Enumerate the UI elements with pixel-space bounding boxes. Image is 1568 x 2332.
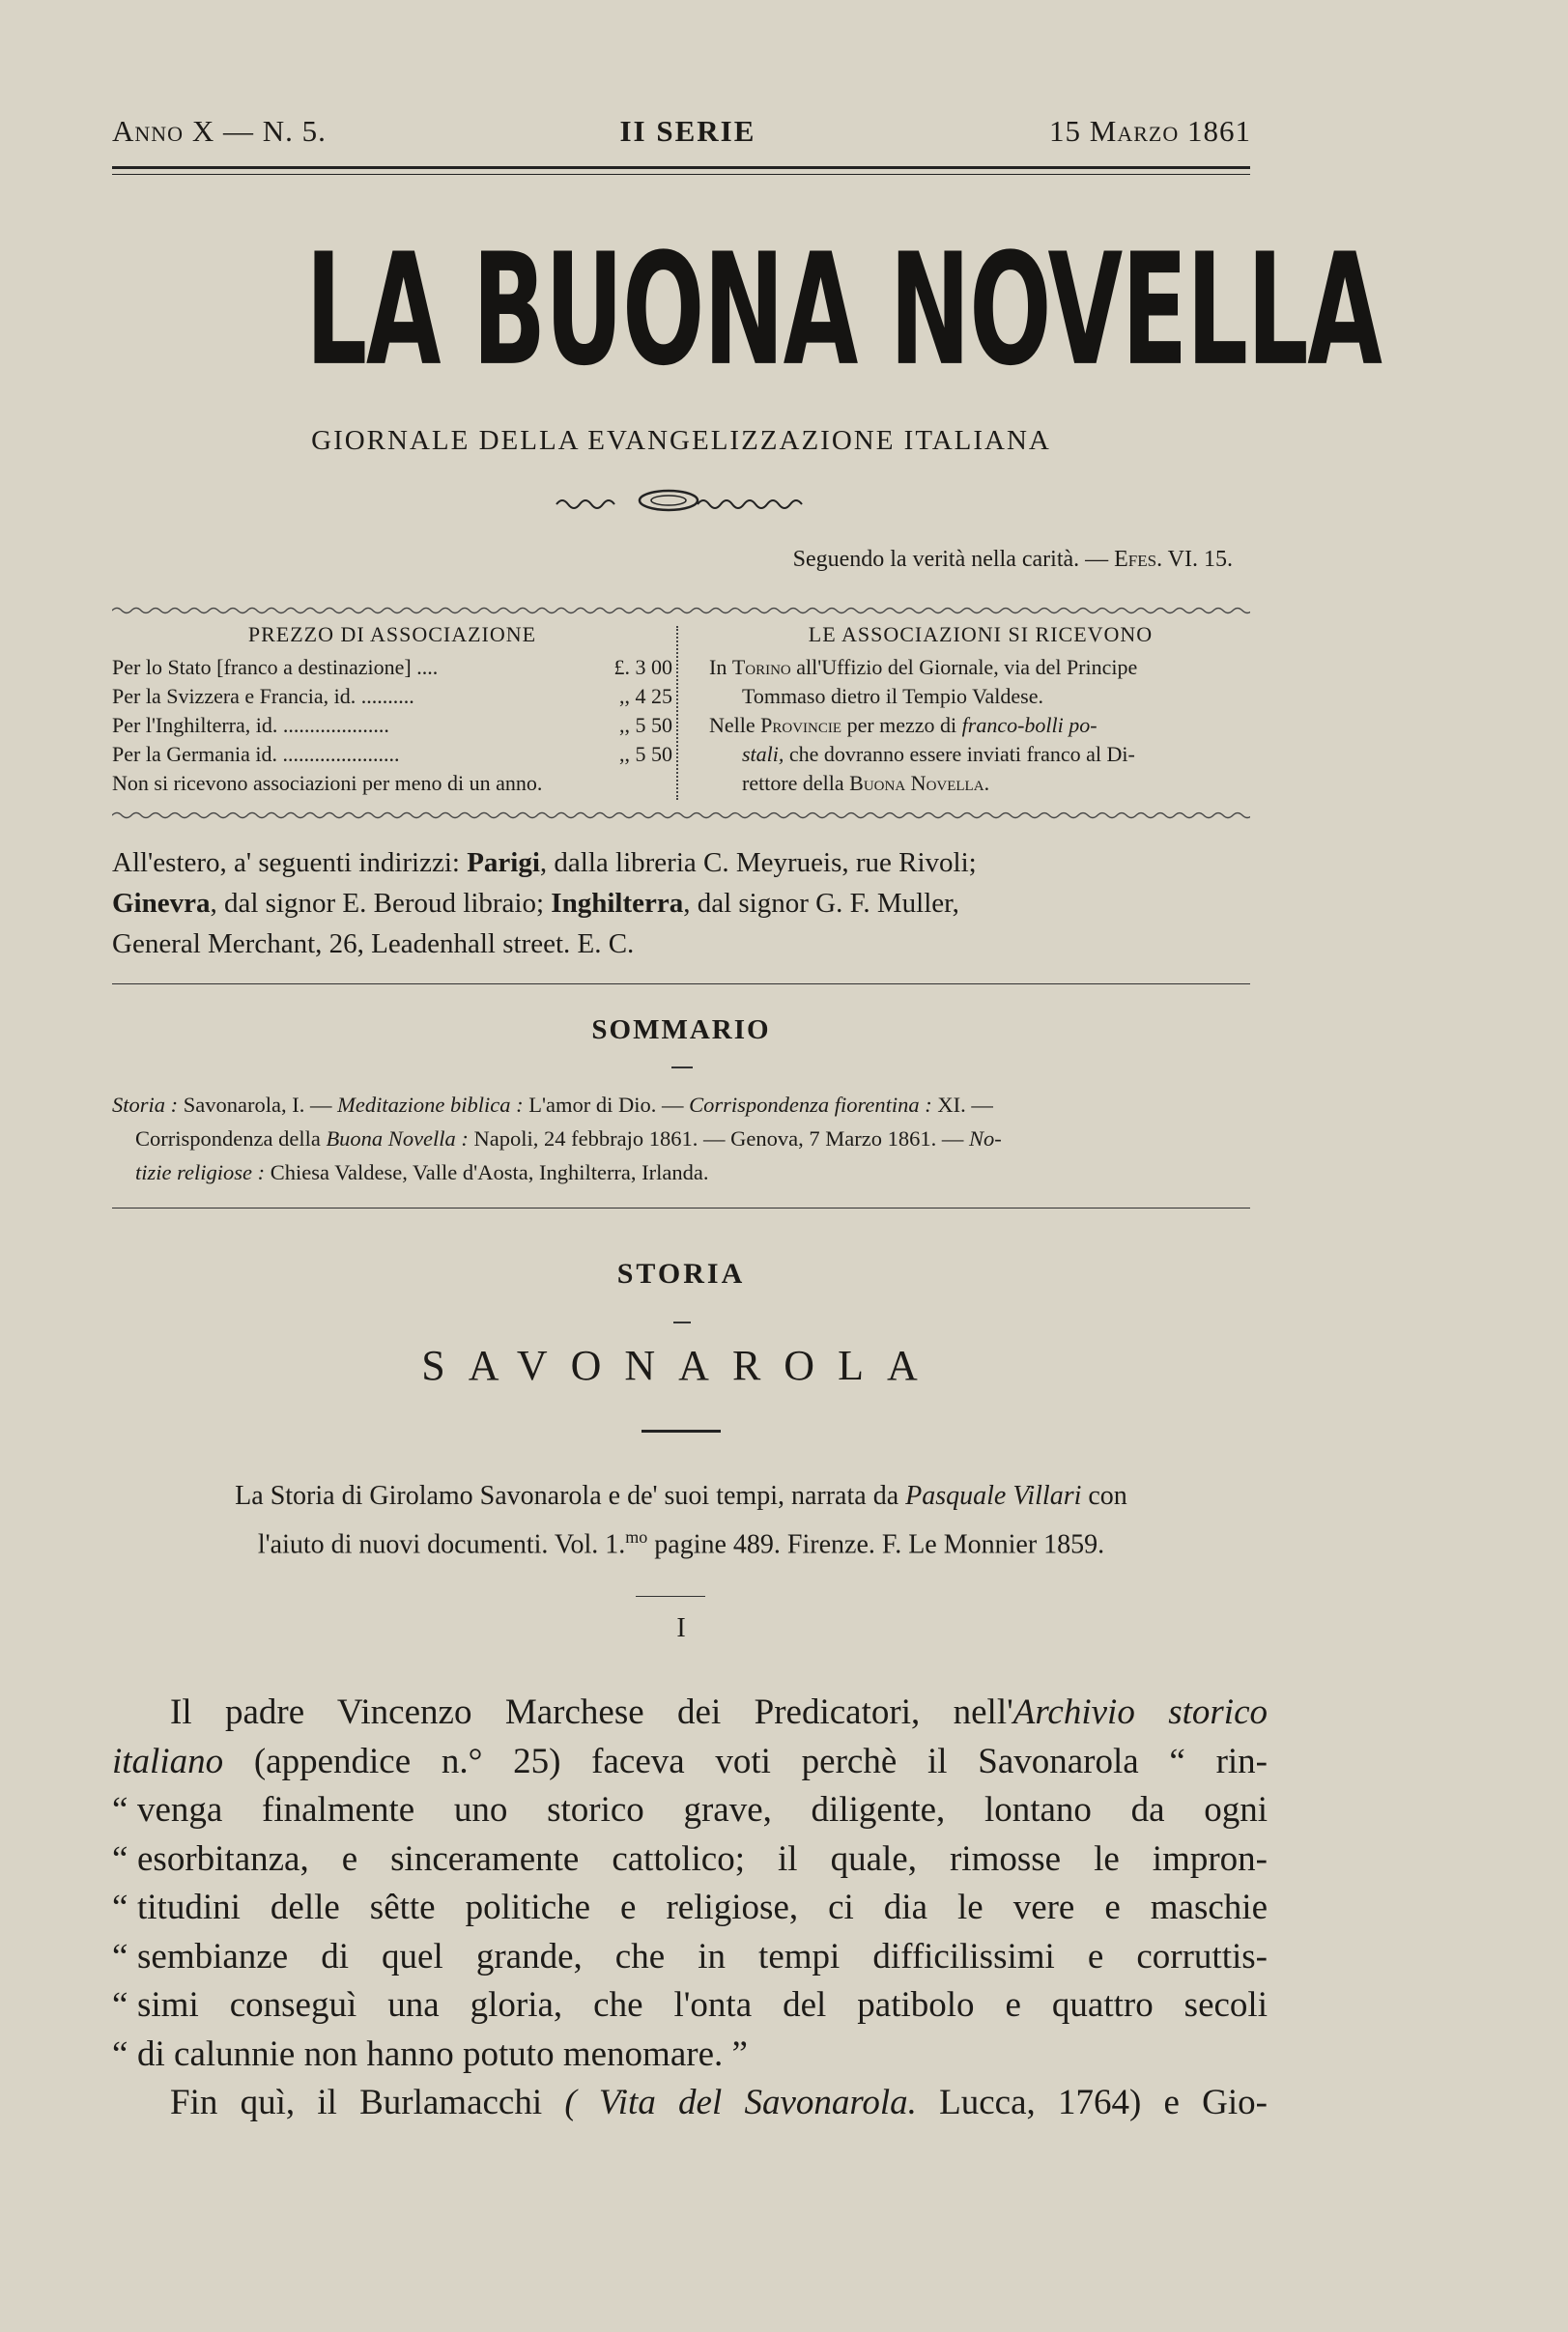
foreign-agents: [112, 842, 1252, 964]
office-line: In Torino all'Uffizio del Giornale, via del Principe: [709, 655, 1138, 679]
price-list-title: PREZZO DI ASSOCIAZIONE: [247, 622, 537, 646]
series-label: II SERIE: [619, 114, 756, 148]
section-rule: [112, 1208, 1250, 1209]
foreign-line: All'estero, a' seguenti indirizzi: Parigi, dalla libreria C. Meyrueis, rue Rivoli;: [112, 847, 977, 878]
contents-line: Corrispondenza della Buona Novella : Napoli, 24 febbrajo 1861. — Genova, 7 Marzo 1861. — No-: [135, 1126, 1002, 1151]
chapter-number: I: [676, 1613, 686, 1643]
body-line: “ titudini delle sêtte politiche e religiose, ci dia le vere e maschie: [112, 1888, 1268, 1927]
masthead-subtitle: GIORNALE DELLA EVANGELIZZAZIONE ITALIANA: [311, 425, 1051, 456]
body-line: “ simi conseguì una gloria, che l'onta del patibolo e quattro secoli: [112, 1985, 1268, 2025]
section-rule: [112, 983, 1250, 984]
price-row: Per l'Inghilterra, id. .................... ,, 5 50: [112, 713, 672, 737]
offices-title: LE ASSOCIAZIONI SI RICEVONO: [808, 622, 1154, 646]
article-body: [112, 1689, 1268, 2128]
masthead-title: LA BUONA NOVELLA: [305, 219, 1382, 400]
body-line: italiano (appendice n.° 25) faceva voti perchè il Savonarola “ rin-: [112, 1741, 1268, 1781]
issue-date: 15 Marzo 1861: [1049, 114, 1251, 148]
body-line: “ venga finalmente uno storico grave, diligente, lontano da ogni: [112, 1790, 1268, 1830]
title-rule: [641, 1430, 721, 1433]
subscription-block: [112, 620, 1252, 800]
wavy-divider-top: [112, 605, 1250, 616]
citation-line: La Storia di Girolamo Savonarola e de' suoi tempi, narrata da Pasquale Villari con: [235, 1481, 1127, 1511]
office-line: rettore della Buona Novella.: [742, 771, 990, 795]
issue-number: Anno X — N. 5.: [112, 114, 327, 148]
office-line: Nelle Provincie per mezzo di franco-bolli po-: [709, 713, 1098, 737]
body-line: “ sembianze di quel grande, che in tempi difficilissimi e corruttis-: [112, 1936, 1268, 1977]
office-line: Tommaso dietro il Tempio Valdese.: [742, 684, 1044, 708]
ornament-flourish-icon: [553, 483, 813, 518]
chapter-rule: [636, 1596, 705, 1597]
subscription-offices: [705, 620, 1252, 800]
citation-line: l'aiuto di nuovi documenti. Vol. 1.$^{mo}$ pagine 489. Firenze. F. Le Monnier 1859.: [257, 1527, 1105, 1560]
minimum-term-note: Non si ricevono associazioni per meno di un anno.: [112, 771, 543, 795]
price-row: Per la Germania id. ...................... ,, 5 50: [112, 742, 672, 766]
section-heading: STORIA: [616, 1258, 746, 1290]
price-list: [112, 620, 672, 800]
contents-list: [112, 1088, 1252, 1189]
contents-title: SOMMARIO: [591, 1014, 771, 1045]
body-line: Fin quì, il Burlamacchi ( Vita del Savonarola. Lucca, 1764) e Gio-: [170, 2083, 1268, 2122]
body-line: “ di calunnie non hanno potuto menomare. ”: [112, 2033, 748, 2074]
contents-line: Storia : Savonarola, I. — Meditazione biblica : L'amor di Dio. — Corrispondenza fiorentina : XI. —: [112, 1093, 993, 1117]
header-rule: [112, 166, 1250, 175]
issue-header: [112, 114, 1251, 149]
body-line: “ esorbitanza, e sinceramente cattolico; il quale, rimosse le impron-: [112, 1838, 1268, 1879]
short-dash: [671, 1066, 693, 1068]
contents-line: tizie religiose : Chiesa Valdese, Valle d'Aosta, Inghilterra, Irlanda.: [135, 1160, 709, 1184]
short-dash: [673, 1322, 691, 1323]
book-citation: [112, 1476, 1250, 1565]
wavy-divider-bottom: [112, 810, 1250, 821]
body-line: Il padre Vincenzo Marchese dei Predicatori, nell'Archivio storico: [170, 1692, 1268, 1732]
foreign-line: Ginevra, dal signor E. Beroud libraio; Inghilterra, dal signor G. F. Muller,: [112, 888, 959, 919]
price-row: Per lo Stato [franco a destinazione] .... £. 3 00: [112, 655, 672, 679]
price-row: Per la Svizzera e Francia, id. .......... ,, 4 25: [112, 684, 672, 708]
brace-divider: [676, 626, 705, 800]
epigraph: Seguendo la verità nella carità. — Efes. VI. 15.: [792, 547, 1233, 572]
foreign-line: General Merchant, 26, Leadenhall street. E. C.: [112, 928, 635, 959]
article-title: SAVONAROLA: [421, 1342, 941, 1389]
office-line: stali, che dovranno essere inviati franco al Di-: [742, 742, 1135, 766]
